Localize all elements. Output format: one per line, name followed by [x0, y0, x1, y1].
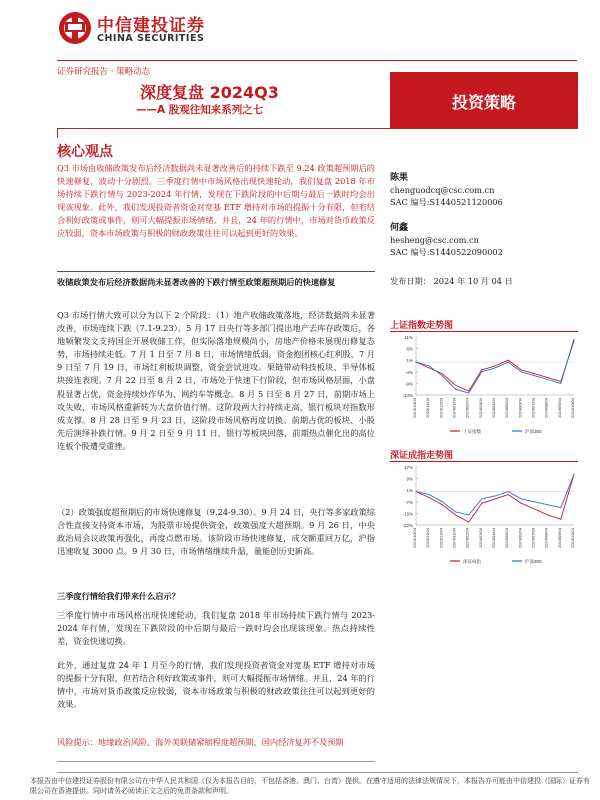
- data-point: [468, 514, 469, 515]
- data-point: [442, 501, 443, 502]
- x-tick-label: 2024/07/04: [530, 528, 536, 549]
- data-point: [534, 373, 535, 374]
- banner-rule-tick: [57, 128, 58, 138]
- analyst-card: [390, 172, 503, 208]
- data-point: [468, 391, 469, 392]
- data-point: [416, 491, 417, 492]
- x-tick-label: 2024/10/04: [570, 528, 575, 549]
- analyst-email: chenguodcq@csc.com.cn: [390, 185, 495, 195]
- header-rule: [57, 60, 577, 61]
- x-tick-label: 2024/10/04: [570, 398, 575, 419]
- data-point: [508, 360, 509, 361]
- x-tick-label: 2024/01/04: [451, 398, 457, 419]
- publish-date: 发布日期： 2024 年 10 月 04 日: [390, 276, 513, 286]
- analyst-card: [390, 222, 503, 258]
- data-point: [521, 503, 522, 504]
- y-tick-label: -22%: [402, 523, 413, 528]
- data-point: [429, 494, 430, 495]
- data-point: [560, 507, 561, 508]
- y-tick-label: 9%: [406, 476, 413, 482]
- data-point: [508, 362, 509, 363]
- x-tick-label: 2024/04/04: [491, 398, 496, 419]
- data-point: [534, 509, 535, 510]
- data-point: [455, 389, 456, 390]
- data-point: [429, 367, 430, 368]
- x-tick-label: 2024/03/04: [477, 528, 483, 549]
- body-paragraph-1: Q3 市场行情大致可以分为以下 2 个阶段：（1）地产收储政策落地，经济数据尚未显著改善，市场连续下跌（7.1-9.23）。5 月 17 日央行等多部门提出地产去库存政策后，各地频繁发文支持国企开展收储工作，但实际落地规模尚小，房地产价格未展现出修复态势，市场持续走低。7 月 1 日至 7 月 8 日，市场情绪低弱，资金抱团核心红利股，7 月 9 日至 7 月 19 日，市场红利板块调整，资金尝试进攻。果链带动科技板块、半导体板块接连表现。7 月 22 日至 8 月 2 日，市场处于快速下行阶段，但市场风格层面，小盘股显著占优，资金持续炒作华为、网约车等概念。8 月 5 日至 8 月 27 日，前期市场上攻失败，市场风格重新转为大盘价值行情。这阶段两大行持续走高，银行板块对指数形成支撑。8 月 28 日至 9 月 23 日，这阶段市场风格再度切换。前期占优的板块、小股先后演绎补跌行情。9 月 2 日至 9 月 11 日，银行等板块回落，前期热点催化出的高位连板个股遭受重挫。: [57, 310, 375, 451]
- analyst-name: 何鑫: [390, 223, 409, 233]
- analyst-sac: SAC 编号:S1440521120006: [390, 197, 503, 207]
- data-point: [521, 498, 522, 499]
- analyst-name: 陈果: [390, 173, 409, 183]
- series-line: [416, 474, 574, 515]
- x-tick-label: 2023/10/04: [412, 398, 417, 419]
- data-point: [521, 369, 522, 370]
- legend-label: 沪深300: [525, 559, 542, 564]
- chart-title: 上证指数走势图: [390, 321, 454, 331]
- x-tick-label: 2024/05/04: [504, 398, 510, 419]
- x-tick-label: 2024/05/04: [504, 528, 510, 549]
- footer-disclaimer: 本报告由中信建投证券股份有限公司在中华人民共和国（仅为本报告目的，不包括香港、澳门、台湾）提供。在遵守适用的法律法规情况下，本报告亦可能由中信建投（国际）证券有限公司在香港提供。同时请务必阅读正文之后的免责条款和声明。: [30, 777, 590, 795]
- company-logo: [57, 8, 217, 50]
- risk-rule: [57, 761, 375, 762]
- body-paragraph-3: 三季度行情中市场风格出现快速轮动，我们复盘 2018 年市场持续下跌行情与 2023-2024 年行情，发现在下跌阶段的中后期与最后一跌时均会出现该现象。热点持续性差，资金快速切换。: [57, 610, 375, 647]
- y-tick-label: -14%: [402, 393, 413, 398]
- legend-label: 上证指数: [463, 429, 481, 434]
- data-point: [481, 371, 482, 372]
- analyst-sac: SAC 编号:S1440522090002: [390, 247, 503, 257]
- x-tick-label: 2024/06/04: [517, 528, 523, 549]
- footer-rule: [57, 772, 578, 773]
- x-tick-label: 2023/11/04: [425, 398, 431, 418]
- x-tick-label: 2024/09/04: [556, 528, 562, 549]
- data-point: [547, 504, 548, 505]
- logo-text-en: CHINA SECURITIES: [97, 33, 205, 44]
- y-tick-label: 17%: [403, 465, 413, 470]
- data-point: [560, 519, 561, 520]
- data-point: [455, 385, 456, 386]
- data-point: [495, 498, 496, 499]
- data-point: [468, 393, 469, 394]
- data-point: [442, 504, 443, 505]
- report-subtitle: ——A 股观往知来系列之七: [136, 104, 264, 116]
- data-point: [574, 338, 575, 339]
- data-point: [481, 503, 482, 504]
- y-tick-label: -9%: [404, 381, 413, 387]
- report-title: 深度复盘 2024Q3: [140, 83, 279, 102]
- data-point: [481, 498, 482, 499]
- y-tick-label: -4%: [404, 369, 413, 375]
- data-point: [547, 377, 548, 378]
- legend-label: 沪深300: [525, 429, 542, 434]
- x-tick-label: 2024/06/04: [517, 398, 523, 419]
- shenzhen-index-chart: [390, 463, 578, 573]
- data-point: [508, 491, 509, 492]
- x-tick-label: 2024/08/04: [543, 398, 549, 419]
- banner-rule: [57, 128, 578, 129]
- x-tick-label: 2024/02/04: [464, 528, 470, 549]
- x-tick-label: 2023/11/04: [425, 528, 431, 548]
- data-point: [429, 366, 430, 367]
- data-point: [547, 379, 548, 380]
- chart-rule: [390, 331, 578, 332]
- x-tick-label: 2024/04/04: [491, 528, 496, 549]
- chart-title: 深证成指走势图: [390, 451, 454, 461]
- body-heading-2: 三季度行情给我们带来什么启示？: [57, 591, 180, 601]
- data-point: [495, 367, 496, 368]
- x-tick-label: 2023/12/04: [438, 398, 444, 419]
- data-point: [534, 501, 535, 502]
- data-point: [560, 383, 561, 384]
- data-point: [495, 366, 496, 367]
- x-tick-label: 2024/07/04: [530, 398, 536, 419]
- data-point: [574, 474, 575, 475]
- chart-rule: [390, 461, 578, 462]
- section-label: 投资策略: [451, 93, 516, 112]
- logo-mark-icon: [57, 10, 93, 46]
- data-point: [468, 522, 469, 523]
- shanghai-index-chart: [390, 333, 578, 437]
- data-point: [521, 371, 522, 372]
- x-tick-label: 2024/09/04: [556, 398, 562, 419]
- y-tick-label: 1%: [406, 488, 413, 494]
- data-point: [455, 514, 456, 515]
- legend-label: 深证成指: [463, 559, 481, 564]
- body-heading-1: 收储政策发布后经济数据尚未显著改善的下跌行情至政策超预期后的快速修复: [57, 277, 336, 287]
- x-tick-label: 2024/01/04: [451, 528, 457, 549]
- y-tick-label: 6%: [406, 346, 413, 352]
- data-point: [547, 514, 548, 515]
- body-paragraph-2: （2）政策强度超预期后的市场快速修复（9.24-9.30）。9 月 24 日，央行等多家政策综合性直接支持资本市场，为股票市场提供资金，政策强度大超预期。9 月 26 日，中央政治局会议政策再强化，再度点燃市场。该阶段市场快速修复，成交额重回万亿，沪指迅速收复 3000 点。9 月 30 日，市场情绪继续升温，量能创历史新高。: [57, 507, 375, 557]
- report-series: 证券研究报告 · 策略动态: [57, 67, 151, 77]
- data-point: [481, 369, 482, 370]
- y-tick-label: 11%: [404, 335, 413, 340]
- section-banner: [390, 72, 578, 128]
- data-point: [416, 362, 417, 363]
- x-tick-label: 2024/03/04: [477, 398, 483, 419]
- body-paragraph-4: 此外，通过复盘 24 年 1 月至今的行情，我们发现投资者资金对宽基 ETF 增持对市场的提振十分有限，但若结合利好政策或事件，则可大幅提振市场情绪。并且，24 年的行情中，市场对货币政策反应较弱，资本市场政策与积极的财政政策往往可以起到更好的效果。: [57, 660, 375, 710]
- data-point: [442, 373, 443, 374]
- core-view-heading: 核心观点: [57, 144, 113, 160]
- y-tick-label: -7%: [404, 499, 413, 505]
- data-point: [508, 494, 509, 495]
- x-tick-label: 2023/10/04: [412, 528, 417, 549]
- risk-warning: 风险提示：地缘政治风险、海外美联储紧缩程度超预期、国内经济复苏不及预期: [57, 737, 344, 747]
- y-tick-label: -15%: [402, 511, 413, 517]
- core-view-text: Q3 市场由收储政策发布后经济数据尚未显著改善后的持续下跌至 9.24 政策超预期后的快速修复，波动十分剧烈。三季度行情中市场风格出现快速轮动，我们复盘 2018 年市场持续下跌行情与 2023-2024 年行情，发现在下跌阶段的中后期与最后一跌时均会出现该现象。此外，我们发现投资者资金对宽基 ETF 增持对市场的提振十分有限，但若结合利好政策或事件，则可大幅提振市场情绪。并且，24 年的行情中，市场对货币政策反应较弱，资本市场政策与积极的财政政策往往可以起到更好的效果。: [57, 163, 375, 239]
- data-point: [495, 496, 496, 497]
- data-point: [429, 497, 430, 498]
- data-point: [442, 375, 443, 376]
- analyst-email: hesheng@csc.com.cn: [390, 235, 479, 245]
- series-line: [416, 474, 574, 522]
- x-tick-label: 2024/02/04: [464, 398, 470, 419]
- y-tick-label: 1%: [406, 358, 413, 364]
- x-tick-label: 2023/12/04: [438, 528, 444, 549]
- logo-text-cn: 中信建投证券: [97, 16, 205, 36]
- data-point: [455, 511, 456, 512]
- data-point: [534, 375, 535, 376]
- x-tick-label: 2024/08/04: [543, 528, 549, 549]
- section-divider: [57, 271, 375, 272]
